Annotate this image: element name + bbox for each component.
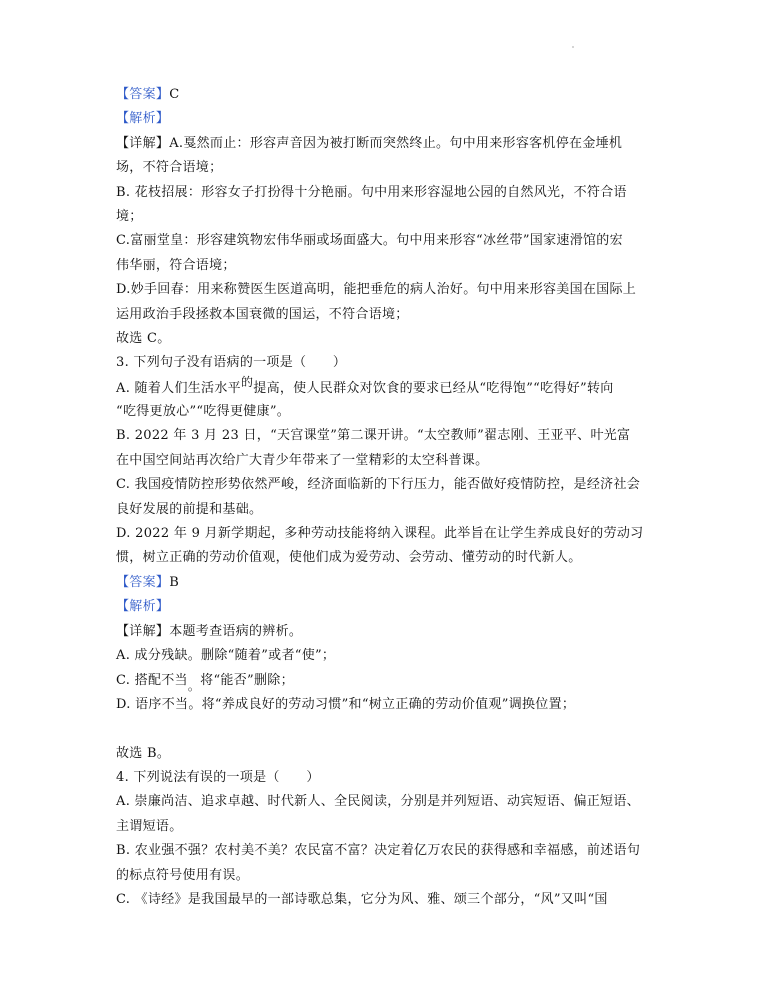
q3-answer-line (116, 571, 656, 595)
option-b-cont: 的标点符号使用有误。 (116, 867, 250, 883)
q2-answer-line (116, 83, 656, 107)
explanation-line: 境； (116, 208, 143, 224)
superscript-char: 的 (240, 374, 254, 389)
option-d: D. 2022 年 9 月新学期起，多种劳动技能将纳入课程。此举旨在让学生养成良好的劳动习 (116, 526, 644, 542)
detail-tag: 【详解】 (116, 135, 170, 151)
explanation-a: A. 成分残缺。删除“随着”或者“使”； (116, 647, 336, 663)
option-c-cont: 良好发展的前提和基础。 (116, 501, 263, 517)
q3-detail-line (116, 620, 656, 644)
explanation-text: 本题考查语病的辨析。 (169, 623, 303, 639)
explanation-c (116, 668, 656, 692)
explanation-line: 运用政治手段拯救本国衰微的国运，不符合语境； (116, 306, 409, 322)
answer-tag: 【答案】 (116, 574, 170, 590)
answer-tag: 【答案】 (116, 87, 170, 102)
answer-value: C (169, 87, 180, 102)
blank-line (116, 717, 656, 741)
page-speck (572, 46, 574, 48)
q2-detail-line (116, 132, 656, 156)
q2-analysis-line (116, 107, 656, 131)
option-text: A. 随着人们生活水平 (116, 380, 241, 396)
option-text: 提高，使人民群众对饮食的要求已经从“吃得饱”“吃得好”转向 (253, 380, 614, 396)
option-c: C. 《诗经》是我国最早的一部诗歌总集，它分为风、雅、颂三个部分，“风”又叫“国 (116, 891, 608, 907)
subscript-char: 。 (187, 679, 201, 694)
conclusion-line: 故选 B。 (116, 745, 171, 761)
option-a-cont: 主谓短语。 (116, 818, 183, 834)
option-a: A. 崇廉尚洁、追求卓越、时代新人、全民阅读，分别是并列短语、动宾短语、偏正短语、 (116, 794, 640, 810)
answer-value: B (169, 574, 180, 590)
option-b: B. 农业强不强？农村美不美？农民富不富？决定着亿万农民的获得感和幸福感，前述语句 (116, 843, 641, 859)
explanation-line: 伟华丽，符合语境； (116, 257, 236, 273)
analysis-tag: 【解析】 (116, 599, 170, 615)
explanation-text: A.戛然而止：形容声音因为被打断而突然终止。句中用来形容客机停在金埵机 (169, 135, 623, 151)
detail-tag: 【详解】 (116, 623, 170, 639)
explanation-line: C.富丽堂皇：形容建筑物宏伟华丽或场面盛大。句中用来形容“冰丝带”国家速滑馆的宏 (116, 233, 623, 249)
option-a-cont: “吃得更放心”“吃得更健康”。 (116, 404, 291, 420)
explanation-d: D. 语序不当。将“养成良好的劳动习惯”和“树立正确的劳动价值观”调换位置； (116, 696, 576, 712)
option-a (116, 376, 656, 400)
explanation-text: C. 搭配不当 (116, 673, 188, 689)
explanation-line: 场，不符合语境； (116, 160, 223, 176)
question-stem: 4. 下列说法有误的一项是（ ） (116, 769, 320, 785)
document-page (116, 83, 656, 912)
option-b: B. 2022 年 3 月 23 日，“天宫课堂”第二课开讲。“太空教师”翟志刚、王亚平、叶光富 (116, 428, 631, 444)
explanation-line: D.妙手回春：用来称赞医生医道高明，能把垂危的病人治好。句中用来形容美国在国际上 (116, 282, 637, 298)
conclusion-line: 故选 C。 (116, 330, 171, 346)
q3-analysis-line (116, 595, 656, 619)
option-c: C. 我国疫情防控形势依然严峻，经济面临新的下行压力，能否做好疫情防控，是经济社会 (116, 477, 641, 493)
analysis-tag: 【解析】 (116, 111, 170, 127)
option-d-cont: 惯，树立正确的劳动价值观，使他们成为爱劳动、会劳动、懂劳动的时代新人。 (116, 550, 582, 566)
explanation-line: B. 花枝招展：形容女子打扮得十分艳丽。句中用来形容湿地公园的自然风光，不符合语 (116, 184, 627, 200)
option-b-cont: 在中国空间站再次给广大青少年带来了一堂精彩的太空科普课。 (116, 452, 489, 468)
question-stem: 3. 下列句子没有语病的一项是（ ） (116, 355, 347, 371)
explanation-text: 将“能否”删除； (200, 673, 294, 689)
